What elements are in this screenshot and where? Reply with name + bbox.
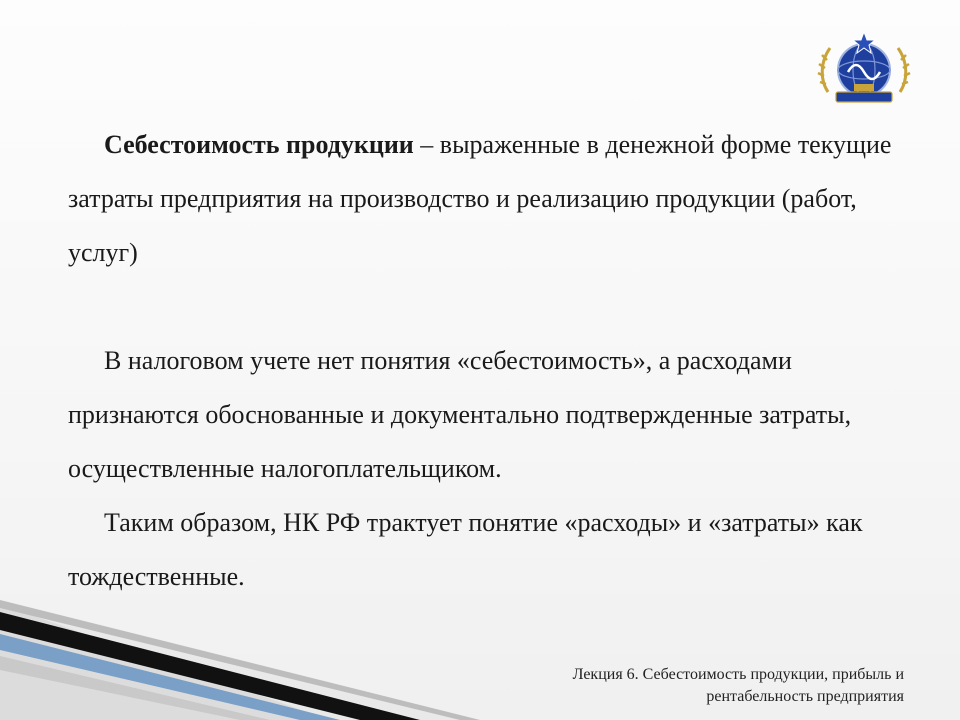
university-emblem-icon: [814, 28, 914, 108]
slide-footer: [573, 664, 904, 708]
conclusion-paragraph: Таким образом, НК РФ трактует понятие «расходы» и «затраты» как тождественные.: [68, 508, 863, 591]
definition-term: Себестоимость продукции: [104, 130, 414, 159]
slide-body: [68, 118, 908, 604]
footer-line-1: Лекция 6. Себестоимость продукции, прибыль и: [572, 666, 904, 683]
footer-line-2: рентабельность предприятия: [706, 688, 904, 705]
tax-accounting-paragraph: В налоговом учете нет понятия «себестоимость», а расходами признаются обоснованные и документально подтвержденные затраты, осуществленные налогоплательщиком.: [68, 346, 852, 483]
definition-text: – выраженные в денежной форме текущие затраты предприятия на производство и реализацию продукции (работ, услуг): [68, 130, 892, 267]
definition-paragraph: [68, 118, 908, 280]
